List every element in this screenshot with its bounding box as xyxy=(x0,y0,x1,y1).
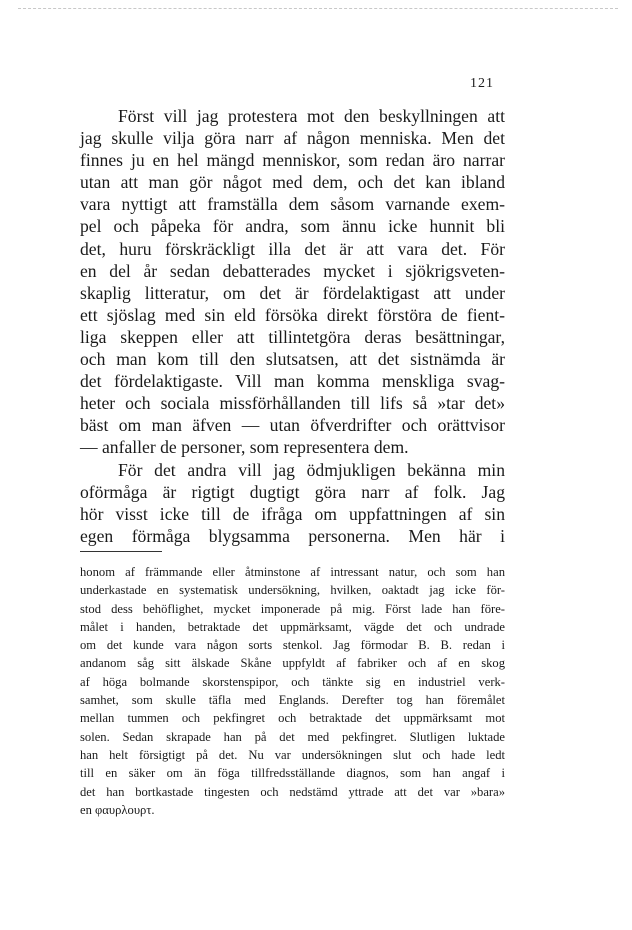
footnote-line: målet i handen, betraktade det uppmärksamt, vägde det och undrade xyxy=(80,619,505,634)
footnote-line: honom af främmande eller åtminstone af intressant natur, och som han xyxy=(80,565,505,579)
footnote-line: af höga bolmande skorstenspipor, och tänkte sig en industriel verk- xyxy=(80,674,505,689)
body-line: utan att man gör något med dem, och det kan ibland xyxy=(80,172,505,193)
body-text xyxy=(80,105,505,547)
footnote-line: det han bortkastade tingesten och nedstämd yttrade att det var »bara» xyxy=(80,784,505,799)
body-line: jag skulle vilja göra narr af någon menniska. Men det xyxy=(80,128,505,149)
footnote-line: han helt försigtigt på det. Nu var undersökningen slut och hade ledt xyxy=(80,747,505,762)
footnote-text xyxy=(80,563,505,819)
footnote-line: en φαυρλουρτ. xyxy=(80,802,155,817)
body-line: ett sjöslag med sin eld försöka direkt förstöra de fient- xyxy=(80,304,505,325)
body-line: finnes ju en hel mängd menniskor, som redan äro narrar xyxy=(80,150,505,171)
body-line: För det andra vill jag ödmjukligen bekänna min xyxy=(118,459,505,480)
body-line: bäst om man äfven — utan öfverdrifter och orättvisor xyxy=(80,415,505,436)
body-line: en del år sedan debatterades mycket i sjökrigsveten- xyxy=(80,260,505,281)
body-line: egen förmåga blygsamma personerna. Men här i xyxy=(80,525,505,546)
scan-edge-line xyxy=(18,8,618,9)
body-line: och man kom till den slutsatsen, att det sistnämda är xyxy=(80,349,505,370)
body-line: det, huru förskräckligt illa det är att vara det. För xyxy=(80,238,505,259)
body-line: Först vill jag protestera mot den beskyllningen att xyxy=(118,106,505,126)
body-line: pel och påpeka för andra, som ännu icke hunnit bli xyxy=(80,216,505,237)
footnote-divider xyxy=(80,551,162,552)
footnote-line: andanom såg sitt älskade Skåne uppfyldt af fabriker och af en skog xyxy=(80,656,505,671)
page-number: 121 xyxy=(470,76,494,91)
body-line: — anfaller de personer, som representera dem. xyxy=(80,437,409,458)
footnote-line: stod dess behöflighet, mycket imponerade på mig. Först lade han före- xyxy=(80,601,505,616)
footnote-line: om det kunde vara någon sorts stenkol. Jag förmodar B. B. redan i xyxy=(80,638,505,653)
body-line: skaplig litteratur, om det är fördelaktigast att under xyxy=(80,282,505,303)
body-line: det fördelaktigaste. Vill man komma menskliga svag- xyxy=(80,371,505,392)
body-line: liga skeppen eller att tillintetgöra deras besättningar, xyxy=(80,326,505,347)
footnote-line: solen. Sedan skrapade han på det med pekfingret. Slutligen luktade xyxy=(80,729,505,744)
body-line: heter och sociala missförhållanden till lifs så »tar det» xyxy=(80,393,505,414)
footnote-line: mellan tummen och pekfingret och betraktade det uppmärksamt mot xyxy=(80,711,505,726)
footnote-line: till en säker om än föga tillfredsställande diagnos, som han angaf i xyxy=(80,766,505,781)
footnote-line: samhet, som skulle täfla med Englands. Derefter tog han föremålet xyxy=(80,693,505,708)
body-line: oförmåga är rigtigt dugtigt göra narr af folk. Jag xyxy=(80,481,505,502)
body-line: vara nyttigt att framställa dem såsom varnande exem- xyxy=(80,194,505,215)
footnote-line: underkastade en systematisk undersökning, hvilken, oaktadt jag icke för- xyxy=(80,583,505,598)
body-line: hör visst icke till de ifråga om uppfattningen af sin xyxy=(80,503,505,524)
